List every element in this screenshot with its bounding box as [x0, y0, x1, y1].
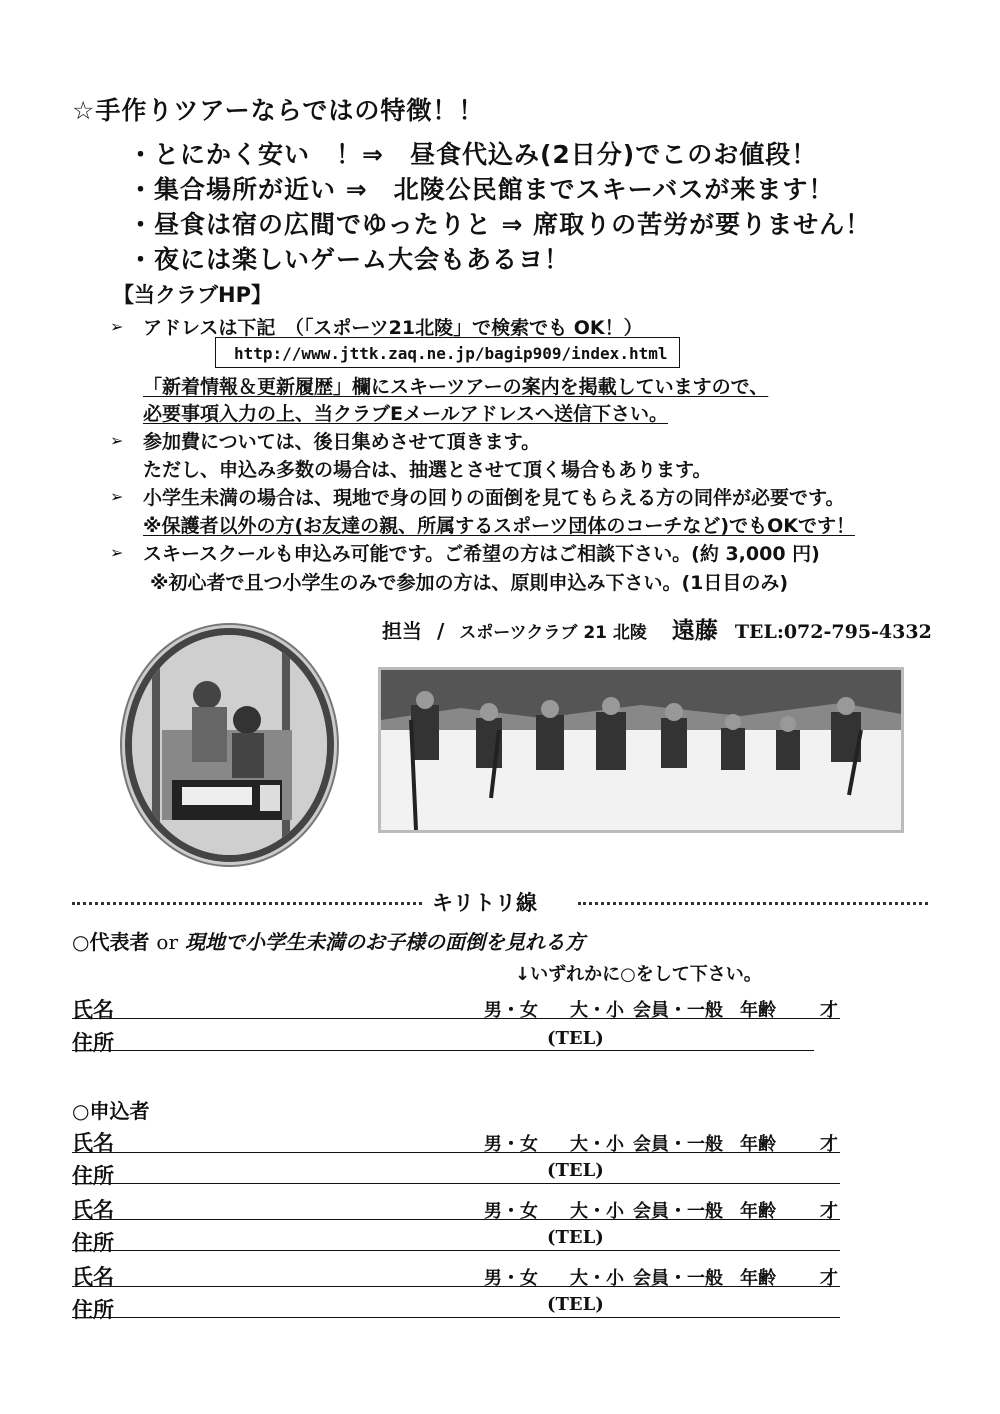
hp-notice-1: 「新着情報＆更新履歴」欄にスキーツアーの案内を掲載していますので、 — [143, 376, 769, 398]
bullet-arrow-icon: ➢ — [110, 543, 124, 562]
age-label: 年齢 — [740, 1134, 776, 1155]
applicant-heading: ○申込者 — [72, 1099, 150, 1123]
contact-org: スポーツクラブ 21 北陵 — [459, 623, 647, 643]
contact-name: 遠藤 — [671, 618, 718, 644]
ski-group-image — [381, 670, 901, 830]
feature-item-1: ・とにかく安い ！⇒ 昼食代込み(2日分)でこのお値段！ — [128, 140, 818, 169]
cut-line-label: キリトリ線 — [432, 891, 537, 915]
feature-item-2: ・集合場所が近い ⇒ 北陵公民館までスキーバスが来ます！ — [128, 175, 835, 204]
applicant-name-label: 氏名 — [72, 1265, 114, 1289]
bullet-arrow-icon: ➢ — [110, 431, 124, 450]
age-label: 年齢 — [740, 1268, 776, 1289]
rep-address-label: 住所 — [72, 1031, 114, 1055]
applicant-name-field[interactable] — [72, 1286, 840, 1287]
member-options[interactable]: 会員・一般 — [633, 1268, 723, 1289]
guardian-label: 現地で小学生未満のお子様の面倒を見れる方 — [185, 930, 585, 954]
age-label: 年齢 — [740, 1000, 776, 1021]
rep-address-field[interactable] — [72, 1050, 814, 1051]
hp-title: 【当クラブHP】 — [113, 283, 272, 307]
hp-url[interactable]: http://www.jttk.zaq.ne.jp/bagip909/index.html — [215, 337, 680, 368]
applicant-name-field[interactable] — [72, 1219, 840, 1220]
member-options[interactable]: 会員・一般 — [633, 1201, 723, 1222]
rep-name-label: 氏名 — [72, 998, 114, 1022]
hp-notice-2: 必要事項入力の上、当クラブEメールアドレスへ送信下さい。 — [143, 403, 669, 425]
grade-options[interactable]: 大・小 — [570, 1201, 624, 1222]
contact-line — [382, 612, 932, 645]
cut-line-left — [72, 902, 422, 905]
contact-label: 担当 — [382, 619, 422, 643]
feature-item-3: ・昼食は宿の広間でゆったりと ⇒ 席取りの苦労が要りません！ — [128, 210, 872, 239]
feature-item-4: ・夜には楽しいゲーム大会もあるヨ！ — [128, 245, 571, 274]
age-unit: 才 — [820, 1268, 838, 1289]
fee-line-2: ただし、申込み多数の場合は、抽選とさせて頂く場合もあります。 — [143, 459, 712, 481]
gender-options[interactable]: 男・女 — [484, 1201, 538, 1222]
bullet-arrow-icon: ➢ — [110, 487, 124, 506]
bullet-arrow-icon: ➢ — [110, 317, 124, 336]
applicant-tel-label: (TEL) — [547, 1160, 604, 1181]
school-line-1: スキースクールも申込み可能です。ご希望の方はご相談下さい。(約 3,000 円) — [143, 543, 820, 565]
hp-address-line: アドレスは下記 （「スポーツ21北陵」で検索でも OK！） — [143, 317, 643, 339]
fee-line-1: 参加費については、後日集めさせて頂きます。 — [143, 431, 541, 453]
member-options[interactable]: 会員・一般 — [633, 1134, 723, 1155]
gender-options[interactable]: 男・女 — [484, 1134, 538, 1155]
representative-heading — [72, 926, 585, 955]
rep-name-field[interactable] — [72, 1018, 840, 1019]
applicant-name-label: 氏名 — [72, 1131, 114, 1155]
applicant-tel-label: (TEL) — [547, 1227, 604, 1248]
applicant-tel-label: (TEL) — [547, 1294, 604, 1315]
rep-tel-label: (TEL) — [547, 1028, 604, 1049]
grade-options[interactable]: 大・小 — [570, 1268, 624, 1289]
child-line-2: ※保護者以外の方(お友達の親、所属するスポーツ団体のコーチなど)でもOKです！ — [143, 515, 855, 537]
applicant-address-field[interactable] — [72, 1250, 840, 1251]
representative-label: ○代表者 — [72, 930, 150, 954]
ski-group-photo — [378, 667, 904, 833]
applicant-address-field[interactable] — [72, 1183, 840, 1184]
school-line-2: ※初心者で且つ小学生のみで参加の方は、原則申込み下さい。(1日目のみ) — [150, 572, 789, 594]
age-unit: 才 — [820, 1134, 838, 1155]
member-options[interactable]: 会員・一般 — [633, 1000, 723, 1021]
contact-tel: TEL:072-795-4332 — [734, 621, 932, 643]
applicant-name-field[interactable] — [72, 1152, 840, 1153]
applicant-address-label: 住所 — [72, 1164, 114, 1188]
ski-lift-photo — [125, 628, 334, 862]
applicant-address-field[interactable] — [72, 1317, 840, 1318]
contact-slash: / — [436, 619, 445, 643]
gender-options[interactable]: 男・女 — [484, 1000, 538, 1021]
age-label: 年齢 — [740, 1201, 776, 1222]
applicant-address-label: 住所 — [72, 1298, 114, 1322]
child-line-1: 小学生未満の場合は、現地で身の回りの面倒を見てもらえる方の同伴が必要です。 — [143, 487, 845, 509]
applicant-name-label: 氏名 — [72, 1198, 114, 1222]
circle-instruction: ↓いずれかに○をして下さい。 — [515, 964, 762, 985]
age-unit: 才 — [820, 1201, 838, 1222]
applicant-address-label: 住所 — [72, 1231, 114, 1255]
grade-options[interactable]: 大・小 — [570, 1000, 624, 1021]
age-unit: 才 — [820, 1000, 838, 1021]
or-label: or — [156, 930, 179, 954]
cut-line-right — [578, 902, 928, 905]
features-title: ☆手作りツアーならではの特徴！！ — [72, 96, 485, 125]
ski-lift-image — [132, 635, 327, 855]
grade-options[interactable]: 大・小 — [570, 1134, 624, 1155]
gender-options[interactable]: 男・女 — [484, 1268, 538, 1289]
